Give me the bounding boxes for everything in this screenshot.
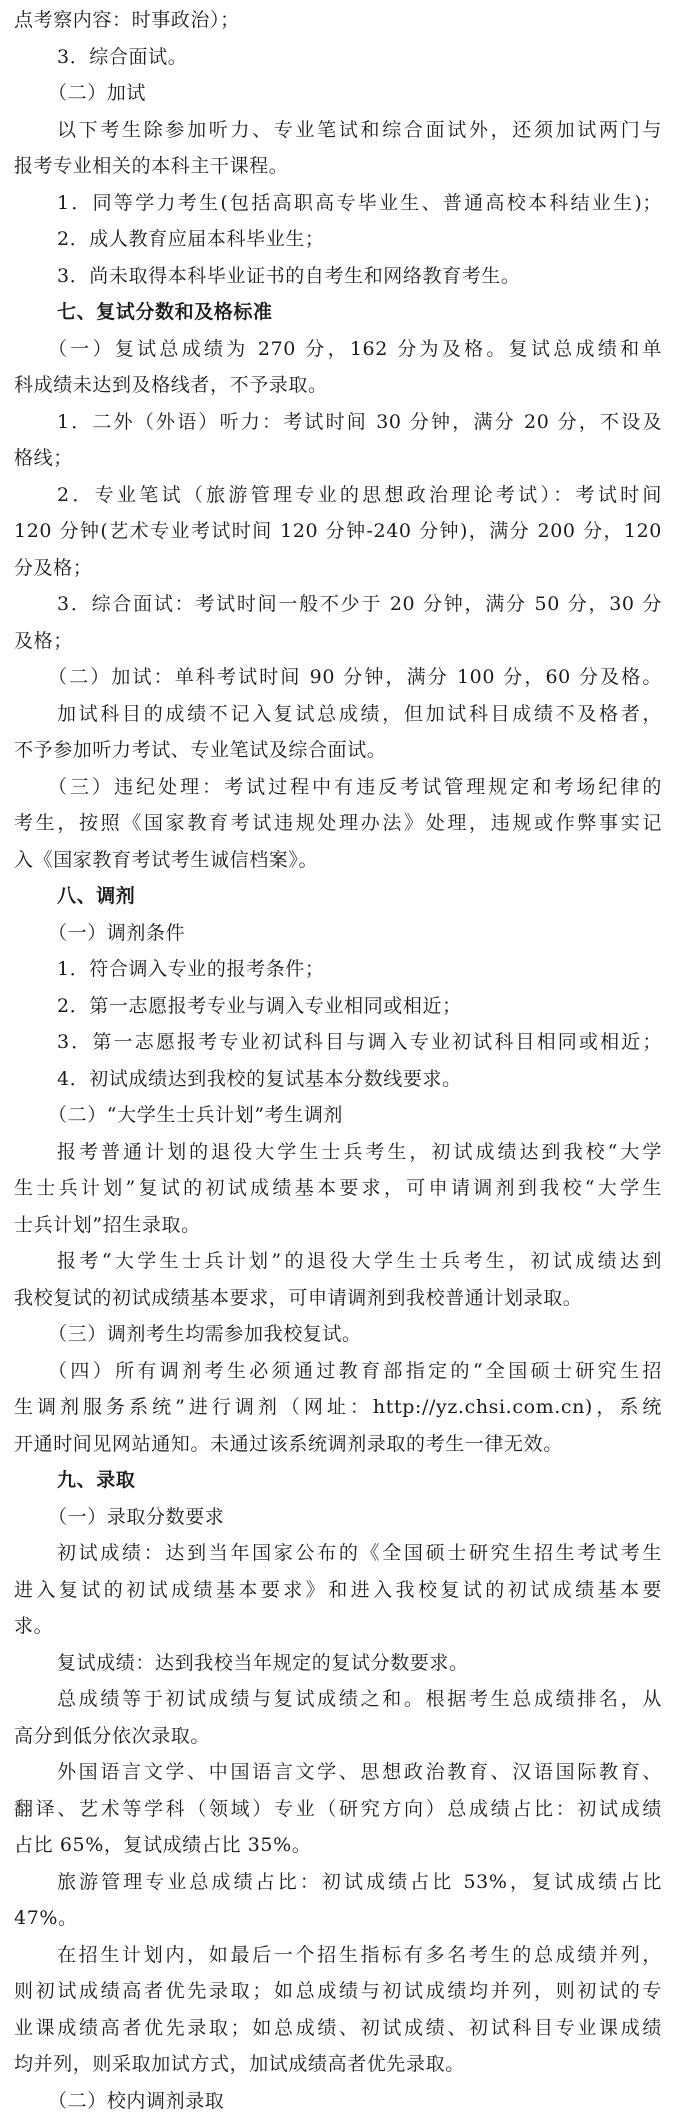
text-line: 进入复试的初试成绩基本要求》和进入我校复试的初试成绩基本要 (14, 1578, 662, 1601)
text-line: 外国语言文学、中国语言文学、思想政治教育、汉语国际教育、 (57, 1761, 662, 1783)
text-line: 翻译、艺术等学科（领域）专业（研究方向）总成绩占比：初试成绩 (14, 1797, 662, 1820)
text-line: （二）“大学生士兵计划”考生调剂 (48, 1104, 344, 1126)
text-line: 3．尚未取得本科毕业证书的自考生和网络教育考生。 (57, 264, 521, 287)
text-line: 不予参加听力考试、专业笔试及综合面试。 (14, 739, 387, 761)
text-line: 总成绩等于初试成绩与复试成绩之和。根据考生总成绩排名，从 (57, 1688, 662, 1710)
text-line: 开通时间见网站通知。未通过该系统调剂录取的考生一律无效。 (14, 1432, 563, 1455)
text-line: 分及格； (14, 556, 93, 579)
text-line: 高分到低分依次录取。 (14, 1724, 211, 1747)
text-line: 点考察内容：时事政治）； (14, 9, 240, 31)
text-line: 我校复试的初试成绩基本要求，可申请调剂到我校普通计划录取。 (14, 1286, 583, 1309)
text-line: 初试成绩：达到当年国家公布的《全国硕士研究生招生考试考生 (57, 1542, 662, 1564)
text-line: 科成绩未达到及格线者，不予录取。 (14, 374, 328, 396)
text-line: （一）录取分数要求 (48, 1505, 225, 1528)
text-line: 2．专业笔试（旅游管理专业的思想政治理论考试）：考试时间 (57, 483, 662, 506)
text-line: 格线； (14, 447, 73, 469)
text-line: （三）违纪处理：考试过程中有违反考试管理规定和考场纪律的 (48, 775, 662, 798)
text-line: 3．综合面试：考试时间一般不少于 20 分钟，满分 50 分，30 分 (57, 593, 662, 615)
text-line: 加试科目的成绩不记入复试总成绩，但加试科目成绩不及格者， (57, 702, 662, 725)
text-line: 以下考生除参加听力、专业笔试和综合面试外，还须加试两门与 (57, 118, 662, 141)
text-line: （二）校内调剂录取 (48, 2089, 225, 2112)
text-line: （二）加试 (48, 82, 147, 104)
text-line: 均并列，则采取加试方式，加试成绩高者优先录取。 (14, 2053, 465, 2075)
text-line: （四）所有调剂考生必须通过教育部指定的“全国硕士研究生招 (48, 1359, 662, 1382)
section-heading: 七、复试分数和及格标准 (57, 301, 273, 323)
text-line: （一）复试总成绩为 270 分，162 分为及格。复试总成绩和单 (48, 337, 662, 360)
text-line: 报考“大学生士兵计划”的退役大学生士兵考生，初试成绩达到 (57, 1250, 662, 1272)
text-line: 占比 65%，复试成绩占比 35%。 (14, 1834, 312, 1856)
text-line: 4．初试成绩达到我校的复试基本分数线要求。 (57, 1067, 462, 1090)
text-line: 士兵计划”招生录取。 (14, 1213, 201, 1236)
text-line: 2．成人教育应届本科毕业生； (57, 228, 325, 250)
text-line: 生调剂服务系统”进行调剂（网址：http://yz.chsi.com.cn)，系统 (14, 1396, 662, 1418)
text-line: 及格； (14, 629, 73, 652)
text-line: 2．第一志愿报考专业与调入专业相同或相近； (57, 994, 462, 1017)
text-line: 入《国家教育考试考生诚信档案》。 (14, 848, 319, 871)
text-line: 报考专业相关的本科主干课程。 (14, 155, 289, 177)
text-line: 在招生计划内，如最后一个招生指标有多名考生的总成绩并列， (57, 1943, 662, 1966)
text-line: 业课成绩高者优先录取；如总成绩、初试成绩、初试科目专业课成绩 (14, 2016, 662, 2039)
text-line: 复试成绩：达到我校当年规定的复试分数要求。 (57, 1651, 469, 1674)
text-line: 47%。 (14, 1907, 78, 1929)
text-line: 1．符合调入专业的报考条件； (57, 958, 325, 980)
text-line: （二）加试：单科考试时间 90 分钟，满分 100 分，60 分及格。 (48, 666, 662, 688)
text-line: （一）调剂条件 (48, 921, 186, 944)
text-line: （三）调剂考生均需参加我校复试。 (48, 1323, 362, 1345)
text-line: 120 分钟(艺术专业考试时间 120 分钟-240 分钟)，满分 200 分，120 (14, 520, 662, 542)
text-line: 3．第一志愿报考专业初试科目与调入专业初试科目相同或相近； (57, 1031, 662, 1053)
section-heading: 八、调剂 (57, 885, 136, 907)
text-line: 1．同等学力考生(包括高职高专毕业生、普通高校本科结业生)； (57, 191, 662, 214)
text-line: 旅游管理专业总成绩占比：初试成绩占比 53%，复试成绩占比 (57, 1870, 662, 1893)
text-line: 则初试成绩高者优先录取；如总成绩与初试成绩均并列，则初试的专 (14, 1980, 662, 2002)
section-heading: 九、录取 (57, 1469, 136, 1491)
text-line: 报考普通计划的退役大学生士兵考生，初试成绩达到我校“大学 (57, 1140, 662, 1163)
text-line: 3．综合面试。 (57, 45, 188, 68)
text-line: 生士兵计划”复试的初试成绩基本要求，可申请调剂到我校“大学生 (14, 1177, 662, 1199)
text-line: 1．二外（外语）听力：考试时间 30 分钟，满分 20 分，不设及 (57, 410, 662, 433)
text-line: 求。 (14, 1615, 54, 1637)
text-line: 考生，按照《国家教育考试违规处理办法》处理，违规或作弊事实记 (14, 812, 662, 834)
